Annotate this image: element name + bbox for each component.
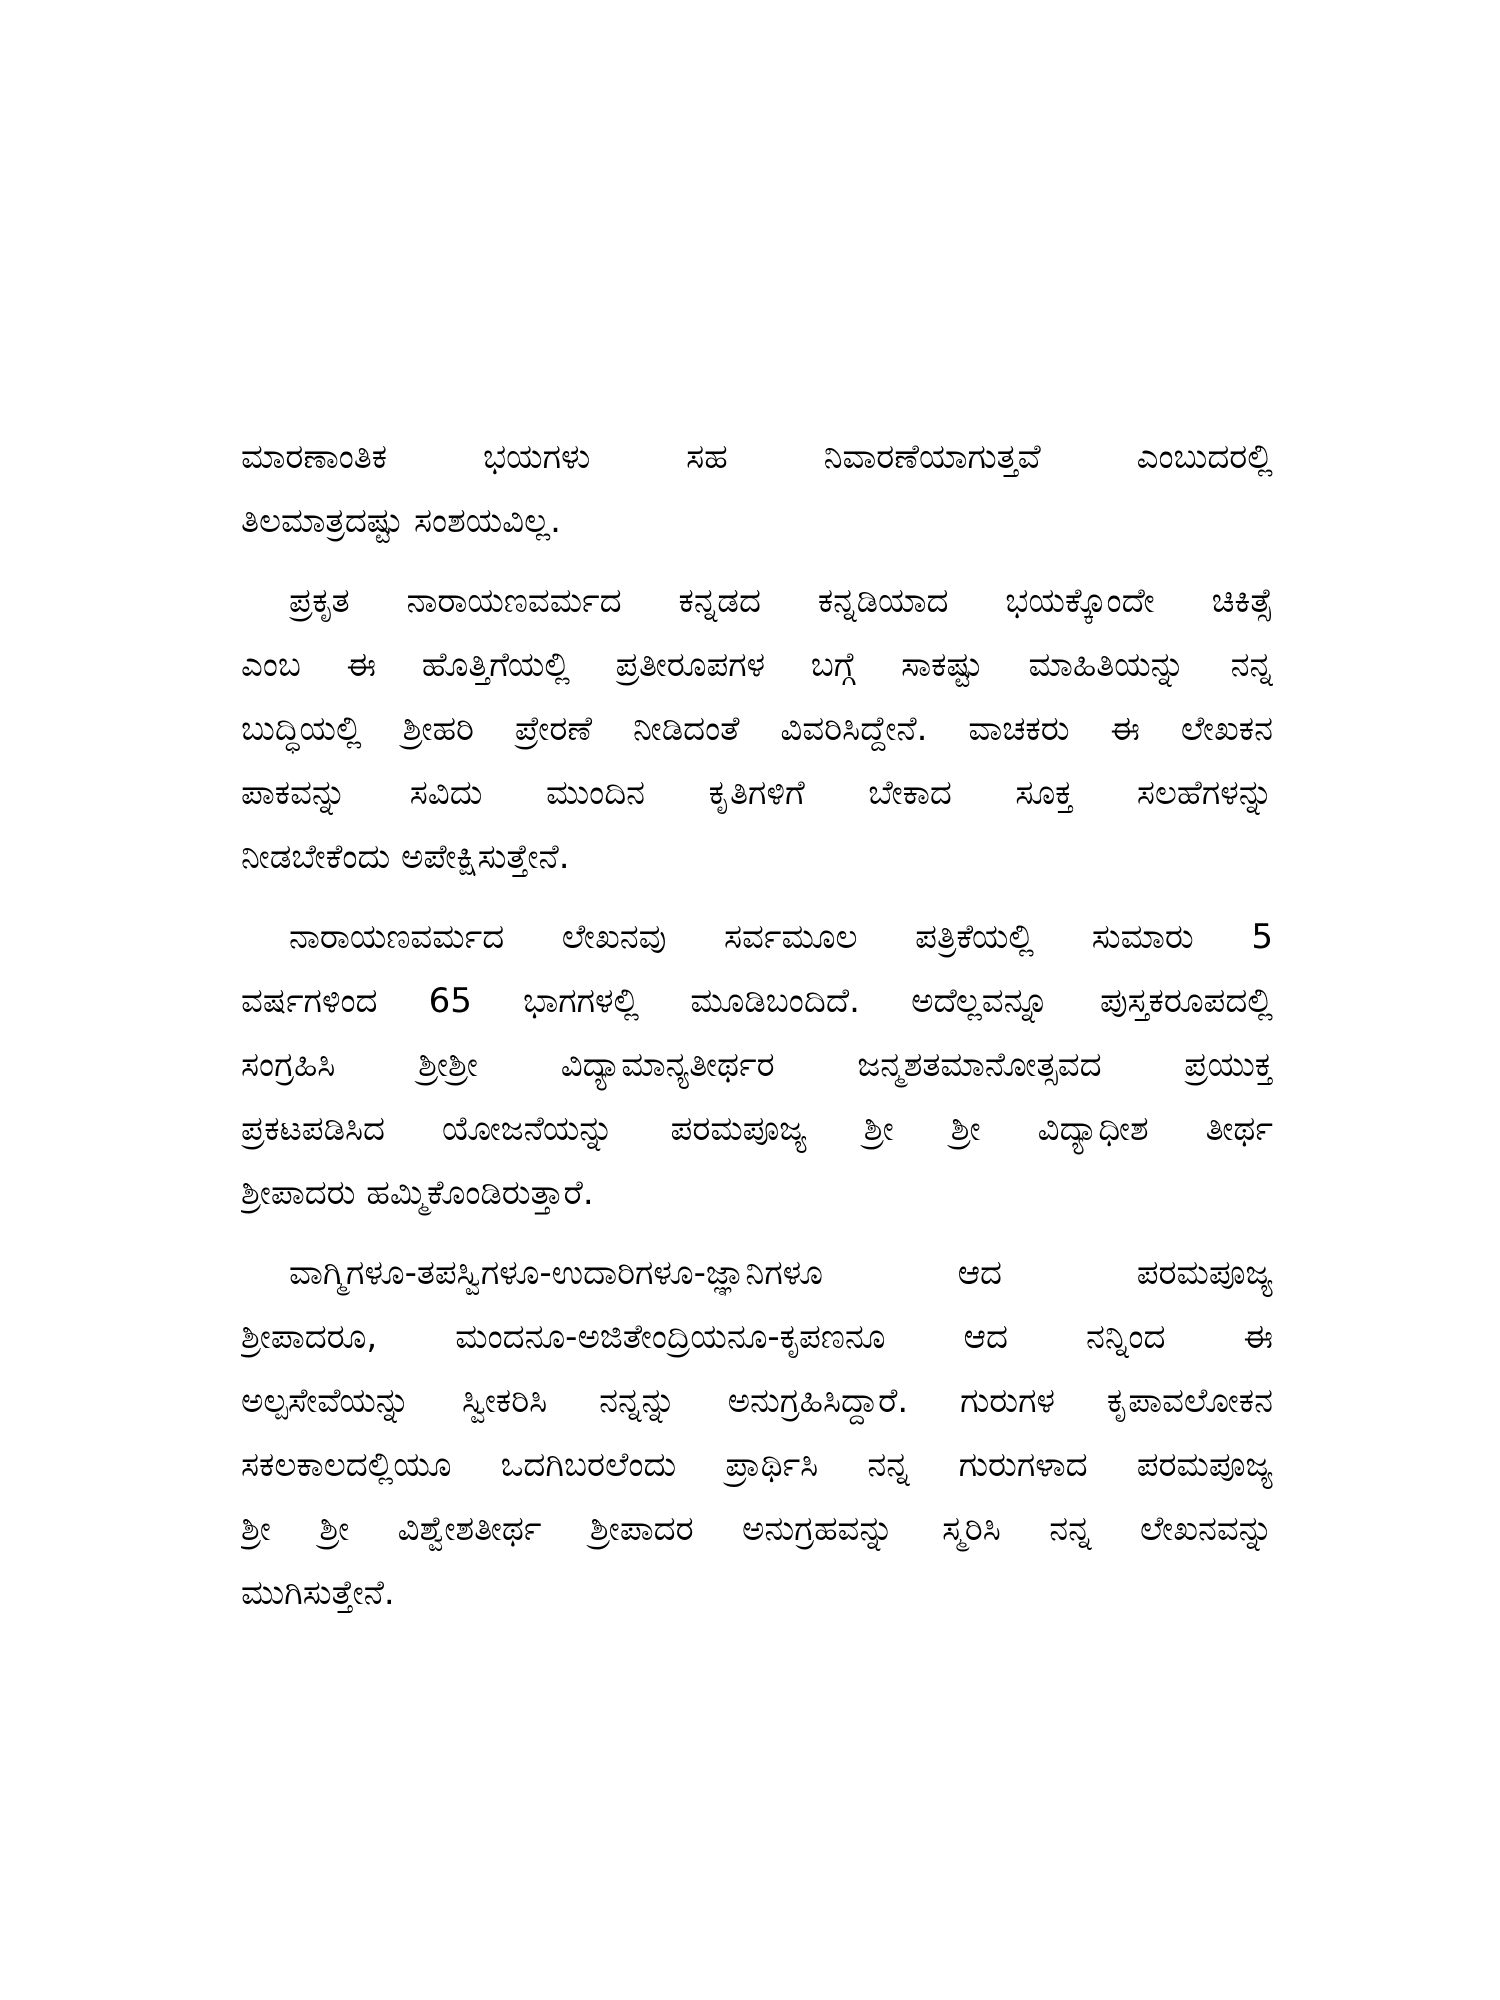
paragraph-3-line-1: ನಾರಾಯಣವರ್ಮದ ಲೇಖನವು ಸರ್ವಮೂಲ ಪತ್ರಿಕೆಯಲ್ಲಿ ಸುಮಾರು 5 — [289, 917, 1273, 957]
paragraph-3-line-5: ಶ್ರೀಪಾದರು ಹಮ್ಮಿಕೊಂಡಿರುತ್ತಾರೆ. — [241, 1173, 594, 1213]
paragraph-1-line-1: ಮಾರಣಾಂತಿಕ ಭಯಗಳು ಸಹ ನಿವಾರಣೆಯಾಗುತ್ತವೆ ಎಂಬುದರಲ್ಲಿ — [241, 437, 1273, 477]
paragraph-3-line-3: ಸಂಗ್ರಹಿಸಿ ಶ್ರೀಶ್ರೀ ವಿದ್ಯಾಮಾನ್ಯತೀರ್ಥರ ಜನ್ಮಶತಮಾನೋತ್ಸವದ ಪ್ರಯುಕ್ತ — [241, 1045, 1273, 1085]
paragraph-4-line-6: ಮುಗಿಸುತ್ತೇನೆ. — [241, 1573, 395, 1613]
paragraph-4-line-3: ಅಲ್ಪಸೇವೆಯನ್ನು ಸ್ವೀಕರಿಸಿ ನನ್ನನ್ನು ಅನುಗ್ರಹಿಸಿದ್ದಾರೆ. ಗುರುಗಳ ಕೃಪಾವಲೋಕನ — [241, 1381, 1273, 1421]
paragraph-1-line-2: ತಿಲಮಾತ್ರದಷ್ಟು ಸಂಶಯವಿಲ್ಲ. — [241, 501, 561, 541]
paragraph-2-line-3: ಬುದ್ಧಿಯಲ್ಲಿ ಶ್ರೀಹರಿ ಪ್ರೇರಣೆ ನೀಡಿದಂತೆ ವಿವರಿಸಿದ್ದೇನೆ. ವಾಚಕರು ಈ ಲೇಖಕನ — [241, 709, 1273, 749]
paragraph-2-line-1: ಪ್ರಕೃತ ನಾರಾಯಣವರ್ಮದ ಕನ್ನಡದ ಕನ್ನಡಿಯಾದ ಭಯಕ್ಕೊಂದೇ ಚಿಕಿತ್ಸೆ — [289, 581, 1273, 621]
paragraph-4-line-1: ವಾಗ್ಮಿಗಳೂ-ತಪಸ್ವಿಗಳೂ-ಉದಾರಿಗಳೂ-ಜ್ಞಾನಿಗಳೂ ಆದ ಪರಮಪೂಜ್ಯ — [289, 1253, 1273, 1293]
paragraph-4-line-4: ಸಕಲಕಾಲದಲ್ಲಿಯೂ ಒದಗಿಬರಲೆಂದು ಪ್ರಾರ್ಥಿಸಿ ನನ್ನ ಗುರುಗಳಾದ ಪರಮಪೂಜ್ಯ — [241, 1445, 1273, 1485]
paragraph-2-line-4: ಪಾಕವನ್ನು ಸವಿದು ಮುಂದಿನ ಕೃತಿಗಳಿಗೆ ಬೇಕಾದ ಸೂಕ್ತ ಸಲಹೆಗಳನ್ನು — [241, 773, 1273, 813]
paragraph-3-line-4: ಪ್ರಕಟಪಡಿಸಿದ ಯೋಜನೆಯನ್ನು ಪರಮಪೂಜ್ಯ ಶ್ರೀ ಶ್ರೀ ವಿದ್ಯಾಧೀಶ ತೀರ್ಥ — [241, 1109, 1273, 1149]
paragraph-4-line-2: ಶ್ರೀಪಾದರೂ, ಮಂದನೂ-ಅಜಿತೇಂದ್ರಿಯನೂ-ಕೃಪಣನೂ ಆದ ನನ್ನಿಂದ ಈ — [241, 1317, 1273, 1357]
paragraph-3-line-2: ವರ್ಷಗಳಿಂದ 65 ಭಾಗಗಳಲ್ಲಿ ಮೂಡಿಬಂದಿದೆ. ಅದೆಲ್ಲವನ್ನೂ ಪುಸ್ತಕರೂಪದಲ್ಲಿ — [241, 981, 1273, 1021]
document-body — [241, 425, 1273, 1625]
paragraph-4-line-5: ಶ್ರೀ ಶ್ರೀ ವಿಶ್ವೇಶತೀರ್ಥ ಶ್ರೀಪಾದರ ಅನುಗ್ರಹವನ್ನು ಸ್ಮರಿಸಿ ನನ್ನ ಲೇಖನವನ್ನು — [241, 1509, 1273, 1549]
paragraph-2-line-5: ನೀಡಬೇಕೆಂದು ಅಪೇಕ್ಷಿಸುತ್ತೇನೆ. — [241, 837, 570, 877]
paragraph-2-line-2: ಎಂಬ ಈ ಹೊತ್ತಿಗೆಯಲ್ಲಿ ಪ್ರತೀರೂಪಗಳ ಬಗ್ಗೆ ಸಾಕಷ್ಟು ಮಾಹಿತಿಯನ್ನು ನನ್ನ — [241, 645, 1273, 685]
